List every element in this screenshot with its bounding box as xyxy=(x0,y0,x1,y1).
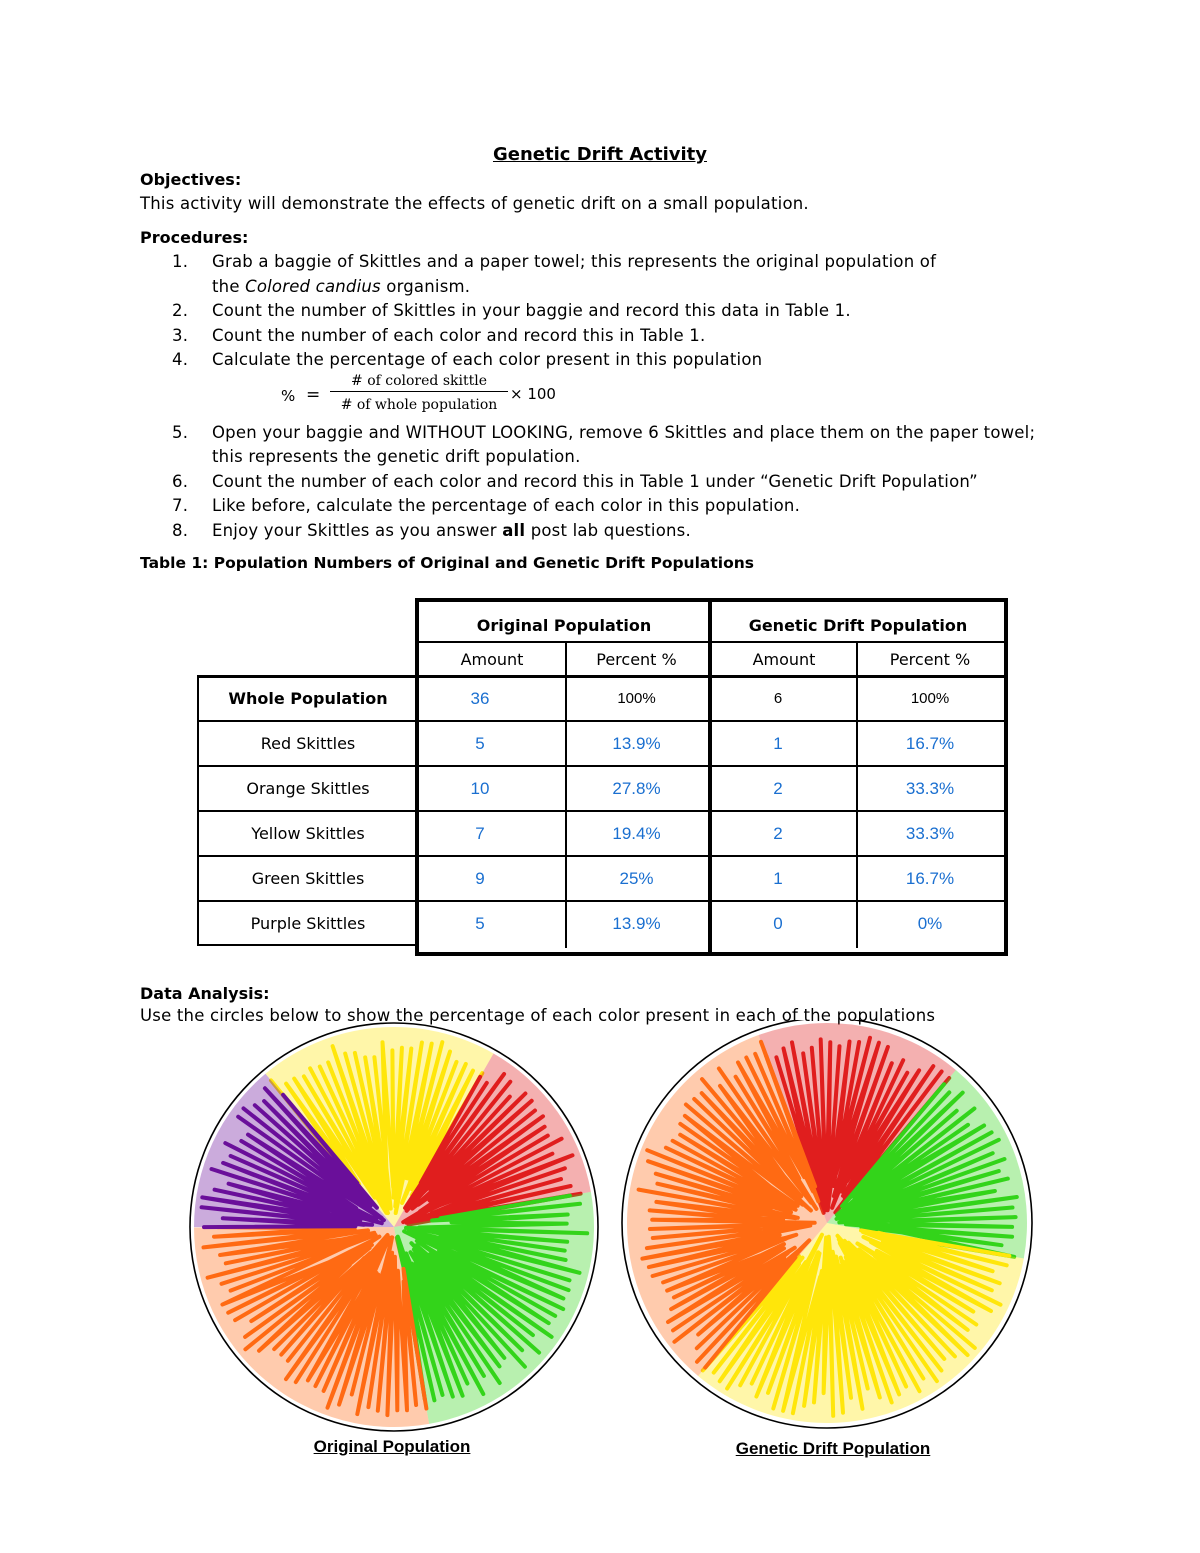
procedure-step: 2. Count the number of Skittles in your baggie and record this data in Table 1. xyxy=(172,301,851,320)
procedure-step: 4. Calculate the percentage of each color present in this population xyxy=(172,350,763,369)
procedure-step: 5. Open your baggie and WITHOUT LOOKING, remove 6 Skittles and place them on the paper towel; this represents the genetic drift population. xyxy=(172,422,1036,466)
table-cell: 5 xyxy=(475,733,485,753)
table-cell: 6 xyxy=(773,690,783,707)
table-cell: 16.7% xyxy=(905,868,955,888)
table-cell: 10 xyxy=(470,778,490,798)
procedure-step: 8. Enjoy your Skittles as you answer all post lab questions. xyxy=(172,520,691,540)
column-header: Percent % xyxy=(596,649,677,669)
table-cell: 100% xyxy=(910,690,950,707)
table-cell: 1 xyxy=(773,733,783,753)
table-cell: 0% xyxy=(917,913,943,933)
row-label: Green Skittles xyxy=(251,869,365,888)
objectives-text: This activity will demonstrate the effects of genetic drift on a small population. xyxy=(140,194,809,213)
data-analysis-text: Use the circles below to show the percentage of each color present in each of the populations xyxy=(140,1006,936,1025)
procedure-step: 7. Like before, calculate the percentage of each color in this population. xyxy=(172,496,801,515)
procedures-heading: Procedures: xyxy=(140,228,249,247)
organism-name: Colored candius xyxy=(245,276,381,296)
table-cell: 27.8% xyxy=(612,778,661,798)
table-cell: 7 xyxy=(475,823,485,843)
table-cell: 13.9% xyxy=(612,733,661,753)
objectives-heading: Objectives: xyxy=(140,170,242,189)
column-header: Amount xyxy=(460,649,524,669)
column-header: Amount xyxy=(752,649,816,669)
table-cell: 16.7% xyxy=(905,733,955,753)
table-title: Table 1: Population Numbers of Original and Genetic Drift Populations xyxy=(140,554,754,572)
row-label: Whole Population xyxy=(228,689,388,708)
procedure-step: 6. Count the number of each color and record this in Table 1 under “Genetic Drift Population” xyxy=(172,471,978,491)
table-cell: 100% xyxy=(617,690,656,707)
table-cell: 9 xyxy=(475,868,485,888)
table-cell: 0 xyxy=(773,913,783,933)
table-cell: 36 xyxy=(470,688,490,708)
table-cell: 33.3% xyxy=(905,823,955,843)
formula-denominator: # of whole population xyxy=(340,396,498,413)
row-label: Orange Skittles xyxy=(246,779,370,798)
table-cell: 2 xyxy=(773,778,783,798)
table-cell: 13.9% xyxy=(612,913,661,933)
page-title: Genetic Drift Activity xyxy=(492,144,708,165)
data-analysis-heading: Data Analysis: xyxy=(140,984,270,1003)
formula-numerator: # of colored skittle xyxy=(330,373,508,392)
row-label: Red Skittles xyxy=(260,734,356,753)
table-cell: 5 xyxy=(475,913,485,933)
procedure-step: 1. Grab a baggie of Skittles and a paper towel; this represents the original population of the Colored candius organism. xyxy=(172,252,937,296)
column-header: Percent % xyxy=(889,649,971,669)
row-label: Purple Skittles xyxy=(250,914,366,933)
drift-population-header: Genetic Drift Population xyxy=(748,615,968,635)
drift-population-caption: Genetic Drift Population xyxy=(735,1439,931,1458)
drift-population-pie xyxy=(620,1020,1060,1440)
original-population-pie xyxy=(180,1020,620,1440)
percentage-formula: % = # of colored skittle # of whole population × 100 xyxy=(281,372,556,413)
original-population-header: Original Population xyxy=(476,615,652,635)
table-cell: 33.3% xyxy=(905,778,955,798)
table-cell: 1 xyxy=(773,868,783,888)
row-label: Yellow Skittles xyxy=(251,824,365,843)
table-cell: 25% xyxy=(619,868,654,888)
procedure-step: 3. Count the number of each color and record this in Table 1. xyxy=(172,325,706,345)
original-population-caption: Original Population xyxy=(313,1437,471,1456)
table-cell: 19.4% xyxy=(612,823,661,843)
procedure-list xyxy=(140,250,1040,543)
table-cell: 2 xyxy=(773,823,783,843)
